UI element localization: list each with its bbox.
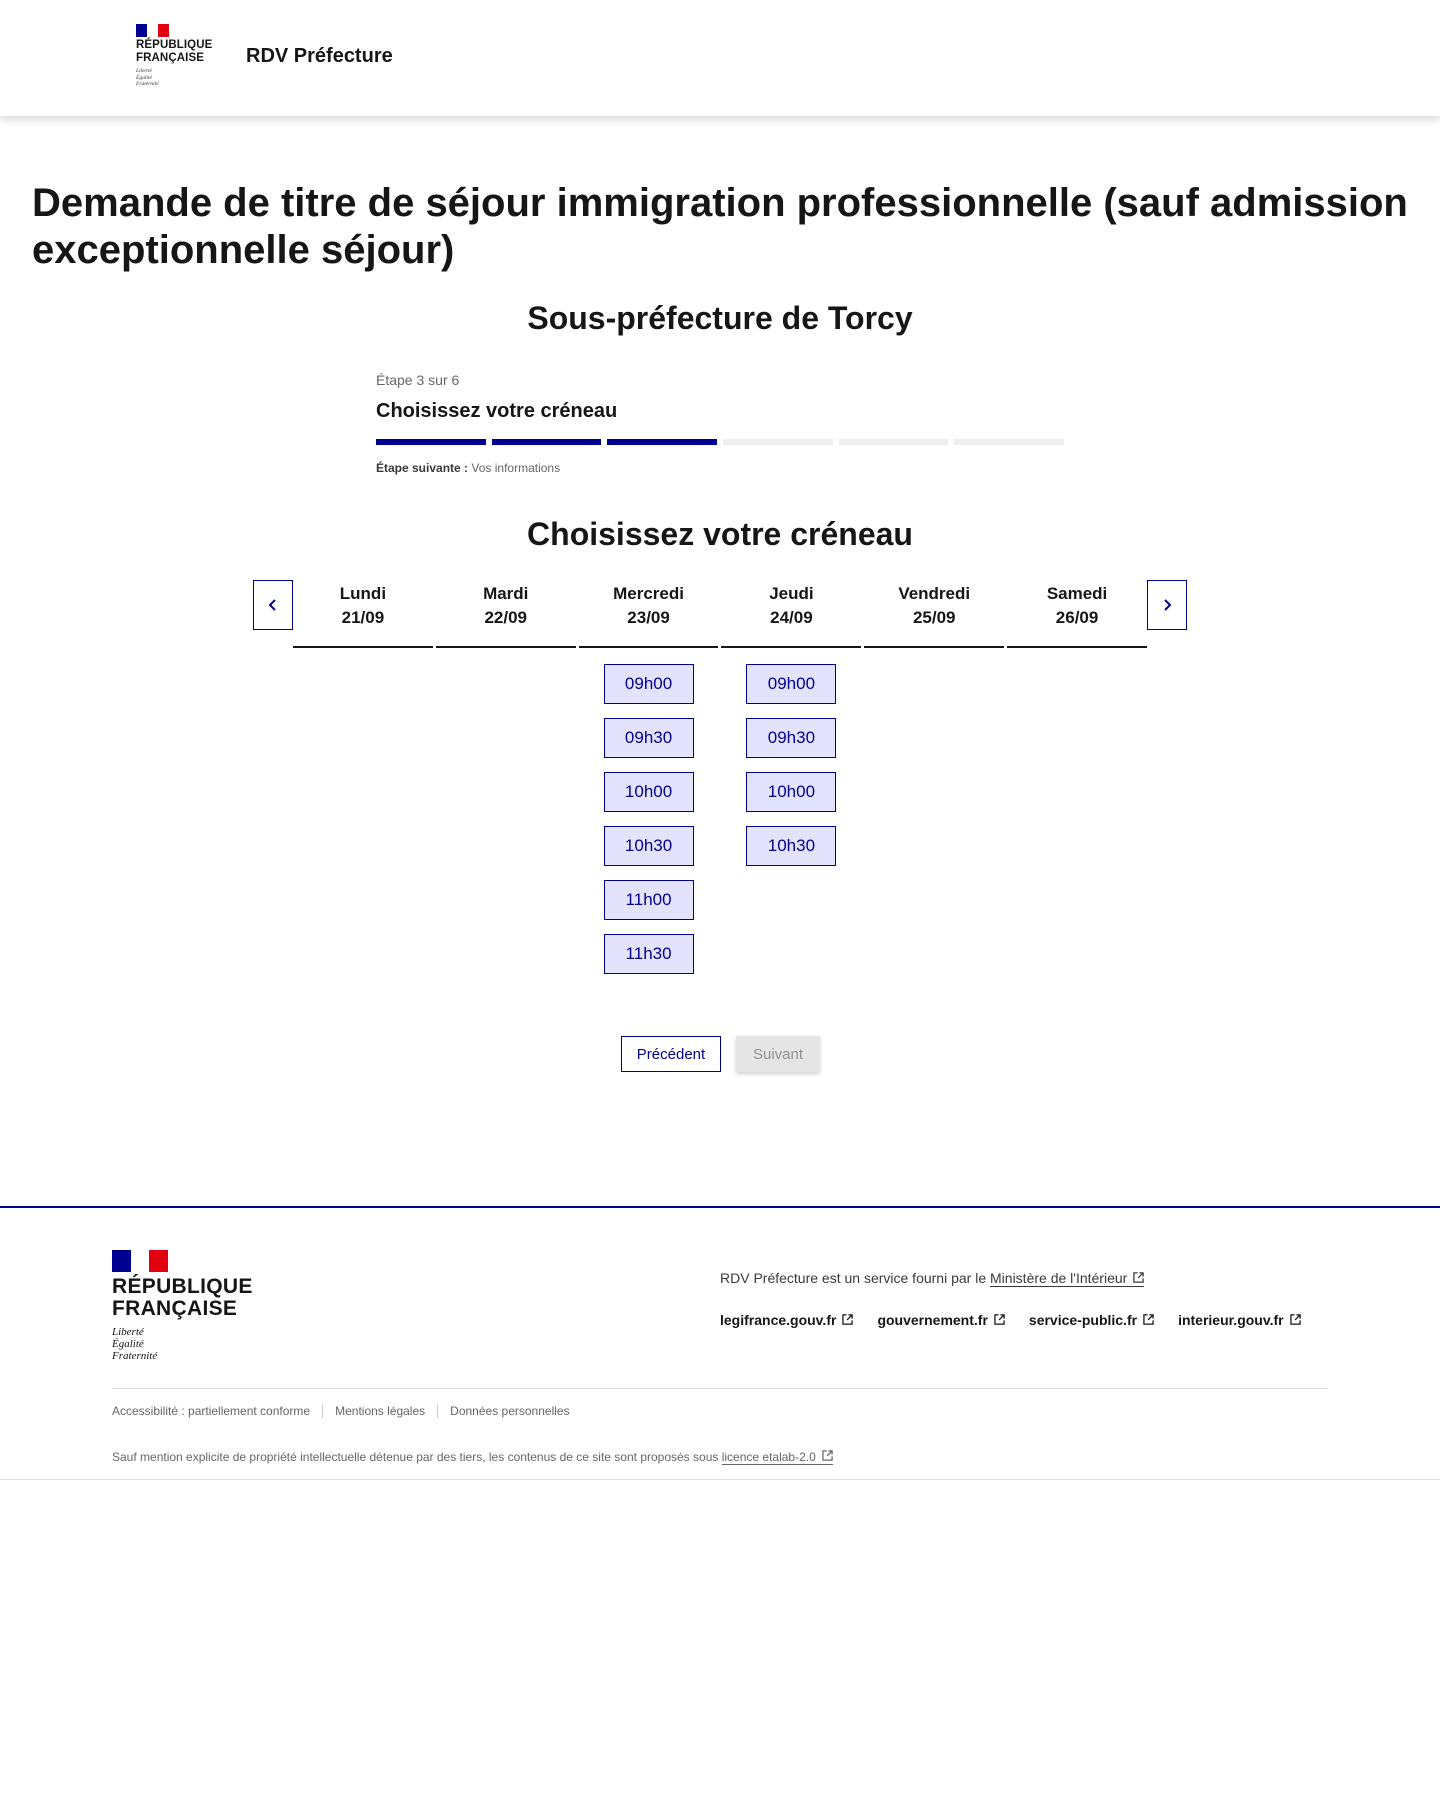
step-bar [839,439,949,445]
external-link-icon [1133,1272,1144,1283]
day-column [293,580,433,974]
step-progress [376,439,1064,445]
slot-list [721,664,861,866]
republique-francaise-logo[interactable] [136,24,216,88]
time-slot-button[interactable]: 09h00 [746,664,836,704]
previous-week-button[interactable] [253,580,293,630]
stepper [376,372,1064,475]
next-button-disabled[interactable]: Suivant [736,1036,820,1072]
step-bar [607,439,717,445]
footer-external-links [720,1312,1301,1328]
footer-bottom-link[interactable]: Données personnelles [437,1404,581,1418]
site-footer [0,1206,1440,1480]
time-slot-button[interactable]: 10h00 [746,772,836,812]
external-link-icon [1143,1314,1154,1325]
day-date: 21/09 [341,608,385,627]
footer-motto: Liberté Égalité Fraternité [112,1326,158,1362]
logo-brand-text: RÉPUBLIQUE FRANÇAISE [136,39,213,64]
slot-picker-heading: Choisissez votre créneau [527,516,913,552]
day-date: 26/09 [1055,608,1099,627]
logo-motto: Liberté Égalité Fraternité [136,68,159,87]
time-slot-button[interactable]: 10h30 [746,826,836,866]
footer-description: RDV Préfecture est un service fourni par le Ministère de l'Intérieur [720,1270,1144,1286]
time-slot-button[interactable]: 11h00 [604,880,694,920]
day-header [579,580,719,648]
time-slot-button[interactable]: 11h30 [604,934,694,974]
step-bar [376,439,486,445]
day-name: Jeudi [769,584,814,603]
day-header [721,580,861,648]
page-subtitle: Sous-préfecture de Torcy [527,300,913,336]
time-slot-button[interactable]: 09h30 [746,718,836,758]
external-link-icon [1290,1314,1301,1325]
slot-list [579,664,719,974]
chevron-left-icon [266,598,280,612]
service-title[interactable]: RDV Préfecture [246,45,393,67]
day-header [436,580,576,648]
next-week-button[interactable] [1147,580,1187,630]
step-next [376,461,1064,475]
day-column [579,580,719,974]
footer-link[interactable]: legifrance.gouv.fr [720,1312,853,1328]
day-date: 24/09 [770,608,813,627]
day-date: 23/09 [627,608,670,627]
day-name: Mercredi [613,584,684,603]
external-link-icon [842,1314,853,1325]
time-slot-button[interactable]: 10h30 [604,826,694,866]
step-next-label: Étape suivante : [376,461,469,475]
day-name: Lundi [339,584,387,603]
step-title: Choisissez votre créneau [376,400,618,422]
external-link-icon [994,1314,1005,1325]
time-slot-button[interactable]: 09h00 [604,664,694,704]
day-name: Vendredi [898,584,971,603]
step-bar [492,439,602,445]
ministry-link[interactable]: Ministère de l'Intérieur [990,1270,1144,1287]
step-bar [954,439,1064,445]
day-header [1007,580,1147,648]
marianne-flag-icon [136,24,169,37]
footer-bottom-link[interactable]: Accessibilité : partiellement conforme [112,1404,311,1418]
day-date: 25/09 [912,608,956,627]
site-header [0,0,1440,116]
footer-bottom-link[interactable]: Mentions légales [322,1404,437,1418]
day-column [436,580,576,974]
footer-brand-text: RÉPUBLIQUE FRANÇAISE [112,1275,253,1320]
day-date: 22/09 [484,608,528,627]
footer-link[interactable]: gouvernement.fr [877,1312,1004,1328]
day-header [293,580,433,648]
step-bar [723,439,833,445]
day-name: Samedi [1046,584,1108,603]
step-next-value: Vos informations [471,461,561,475]
chevron-right-icon [1160,598,1174,612]
day-column [721,580,861,974]
time-slot-button[interactable]: 10h00 [604,772,694,812]
marianne-flag-icon [112,1250,168,1272]
footer-republique-francaise-logo[interactable] [112,1250,272,1362]
step-count: Étape 3 sur 6 [376,372,460,388]
footer-divider [112,1388,1328,1389]
footer-link[interactable]: interieur.gouv.fr [1178,1312,1301,1328]
previous-button[interactable]: Précédent [621,1036,721,1072]
licence-link[interactable]: licence etalab-2.0 [722,1450,833,1465]
day-columns [293,580,1147,974]
footer-licence: Sauf mention explicite de propriété intellectuelle détenue par des tiers, les contenus de ce site sont proposés sous licence etalab-2.0 [112,1450,833,1464]
footer-bottom-links [112,1404,582,1418]
day-header [864,580,1004,648]
time-slot-button[interactable]: 09h30 [604,718,694,758]
external-link-icon [822,1450,833,1461]
day-name: Mardi [483,584,529,603]
day-column [864,580,1004,974]
day-column [1007,580,1147,974]
footer-link[interactable]: service-public.fr [1029,1312,1154,1328]
page-title: Demande de titre de séjour immigration professionnelle (sauf admission exceptionnelle séjour) [32,181,1408,272]
